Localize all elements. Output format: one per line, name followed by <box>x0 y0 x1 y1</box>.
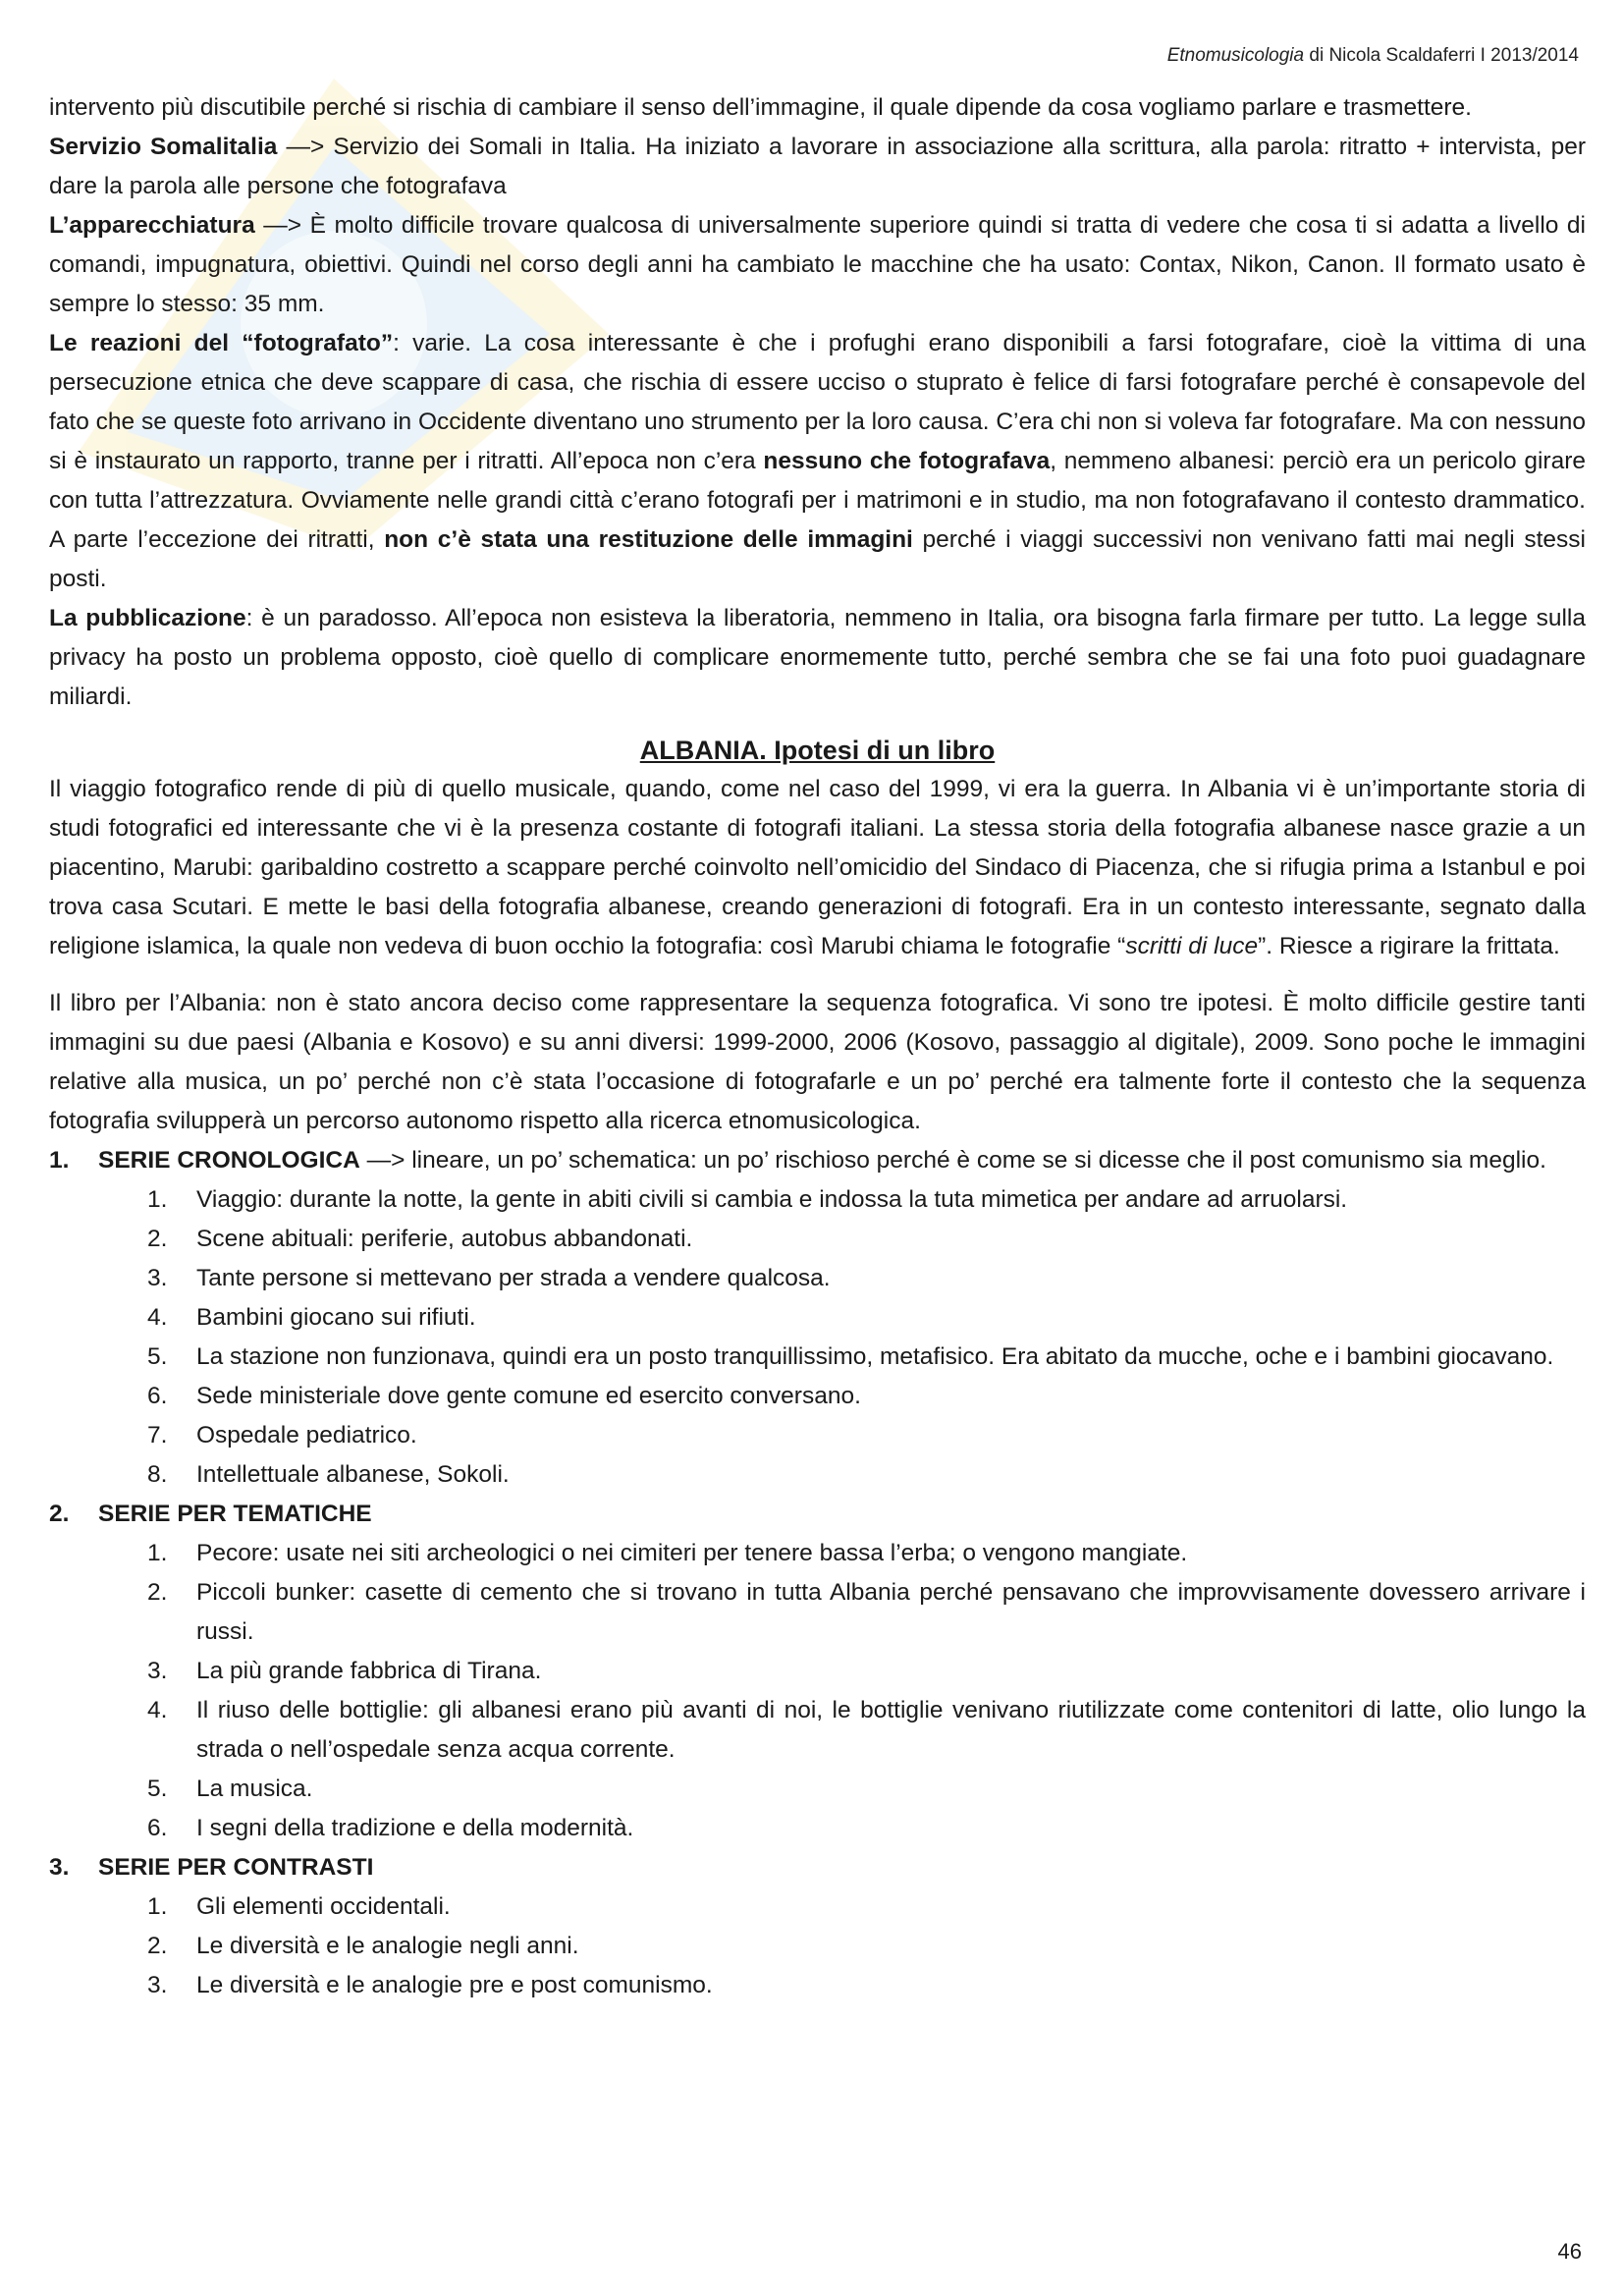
list-item-text: Le diversità e le analogie negli anni. <box>196 1933 579 1959</box>
series-sublist <box>98 1534 1586 1848</box>
list-item-text: Le diversità e le analogie pre e post comunismo. <box>196 1972 713 1998</box>
series-heading <box>98 1495 1586 1534</box>
pubblicazione-term: La pubblicazione <box>49 605 246 631</box>
series-item <box>49 1848 1586 2005</box>
section-title: ALBANIA. Ipotesi di un libro <box>639 736 996 765</box>
list-item-number: 3. <box>147 1972 168 1998</box>
list-item-text: Tante persone si mettevano per strada a vendere qualcosa. <box>196 1265 831 1291</box>
series-sublist <box>98 1887 1586 2005</box>
list-item-number: 7. <box>147 1422 168 1449</box>
list-item <box>98 1220 1586 1259</box>
list-item <box>98 1416 1586 1455</box>
list-item-text: Bambini giocano sui rifiuti. <box>196 1304 476 1331</box>
list-item-number: 3. <box>147 1265 168 1291</box>
list-item-text: Ospedale pediatrico. <box>196 1422 417 1449</box>
albania-paragraph-1: Il viaggio fotografico rende di più di quello musicale, quando, come nel caso del 1999, vi era la guerra. In Albania vi è un’importante storia di studi fotografici ed interessante che vi è la presenza costante di fotografi italiani. La stessa storia della fotografia albanese nasce grazie a un piacentino, Marubi: garibaldino costretto a scappare perché coinvolto nell’omicidio del Sindaco di Piacenza, che si rifugia prima a Istanbul e poi trova casa Scutari. E mette le basi della fotografia albanese, creando generazioni di fotografi. Era in un contesto interessante, segnato dalla religione islamica, la quale non vedeva di buon occhio la fotografia: così Marubi chiama le fotografie “scritti di luce”. Riesce a rigirare la frittata. <box>49 776 1586 959</box>
list-item <box>98 1809 1586 1848</box>
author-and-year: di Nicola Scaldaferri I 2013/2014 <box>1304 45 1579 66</box>
series-title: SERIE PER CONTRASTI <box>98 1854 374 1881</box>
list-item <box>98 1927 1586 1966</box>
series-number: 1. <box>49 1147 70 1174</box>
list-item-text: Scene abituali: periferie, autobus abbandonati. <box>196 1226 693 1252</box>
list-item-number: 2. <box>147 1226 168 1252</box>
series-heading <box>98 1141 1586 1180</box>
series-number: 2. <box>49 1501 70 1527</box>
albania-paragraph-2: Il libro per l’Albania: non è stato ancora deciso come rappresentare la sequenza fotografica. Vi sono tre ipotesi. È molto difficile gestire tanti immagini su due paesi (Albania e Kosovo) e su anni diversi: 1999-2000, 2006 (Kosovo, passaggio al digitale), 2009. Sono poche le immagini relative alla musica, un po’ perché non c’è stata l’occasione di fotografarle e un po’ perché era talmente forte il contesto che la sequenza fotografia svilupperà un percorso autonomo rispetto alla ricerca etnomusicologica. <box>49 990 1586 1134</box>
list-item <box>98 1259 1586 1298</box>
list-item-number: 1. <box>147 1540 168 1566</box>
somalitalia-term: Servizio Somalitalia <box>49 134 278 160</box>
series-sublist <box>98 1180 1586 1495</box>
reazioni-term: Le reazioni del “fotografato” <box>49 330 394 356</box>
list-item <box>98 1652 1586 1691</box>
list-item-number: 5. <box>147 1776 168 1802</box>
list-item <box>98 1180 1586 1220</box>
intro-paragraph: intervento più discutibile perché si rischia di cambiare il senso dell’immagine, il quale dipende da cosa vogliamo parlare e trasmettere. <box>49 94 1472 121</box>
list-item-number: 3. <box>147 1658 168 1684</box>
list-item-text: Intellettuale albanese, Sokoli. <box>196 1461 510 1488</box>
list-item <box>98 1770 1586 1809</box>
pubblicazione-paragraph: La pubblicazione: è un paradosso. All’epoca non esisteva la liberatoria, nemmeno in Italia, ora bisogna farla firmare per tutto. La legge sulla privacy ha posto un problema opposto, cioè quello di complicare enormemente tutto, perché sembra che se fai una foto puoi guadagnare miliardi. <box>49 605 1586 710</box>
list-item <box>98 1377 1586 1416</box>
list-item <box>98 1455 1586 1495</box>
series-description: —> lineare, un po’ schematica: un po’ rischioso perché è come se si dicesse che il post comunismo sia meglio. <box>359 1147 1546 1174</box>
series-heading <box>98 1848 1586 1887</box>
list-item-text: I segni della tradizione e della modernità. <box>196 1815 634 1841</box>
list-item <box>98 1691 1586 1770</box>
list-item-number: 8. <box>147 1461 168 1488</box>
page-number: 46 <box>1557 2239 1582 2264</box>
page-content <box>49 88 1586 2005</box>
series-number: 3. <box>49 1854 70 1881</box>
reazioni-paragraph: Le reazioni del “fotografato”: varie. La cosa interessante è che i profughi erano disponibili a farsi fotografare, cioè la vittima di una persecuzione etnica che deve scappare di casa, che rischia di essere ucciso o stuprato è felice di farsi fotografare perché è consapevole del fato che se queste foto arrivano in Occidente diventano uno strumento per la loro causa. C’era chi non si voleva far fotografare. Ma con nessuno si è instaurato un rapporto, tranne per i ritratti. All’epoca non c’era nessuno che fotografava, nemmeno albanesi: perciò era un pericolo girare con tutta l’attrezzatura. Ovviamente nelle grandi città c’erano fotografi per i matrimoni e in studio, ma non fotografavano il contesto drammatico. A parte l’eccezione dei ritratti, non c’è stata una restituzione delle immagini perché i viaggi successivi non venivano fatti mai negli stessi posti. <box>49 330 1586 592</box>
list-item-text: Pecore: usate nei siti archeologici o nei cimiteri per tenere bassa l’erba; o vengono mangiate. <box>196 1540 1188 1566</box>
list-item-number: 5. <box>147 1343 168 1370</box>
list-item-number: 1. <box>147 1893 168 1920</box>
list-item-number: 2. <box>147 1579 168 1606</box>
series-item <box>49 1495 1586 1848</box>
list-item-text: Viaggio: durante la notte, la gente in abiti civili si cambia e indossa la tuta mimetica per andare ad arruolarsi. <box>196 1186 1348 1213</box>
list-item-number: 6. <box>147 1815 168 1841</box>
course-title: Etnomusicologia <box>1166 45 1305 66</box>
list-item <box>98 1573 1586 1652</box>
list-item-text: La musica. <box>196 1776 313 1802</box>
list-item-number: 6. <box>147 1383 168 1409</box>
list-item-text: Gli elementi occidentali. <box>196 1893 451 1920</box>
list-item-text: Piccoli bunker: casette di cemento che si trovano in tutta Albania perché pensavano che improvvisamente dovessero arrivare i russi. <box>196 1579 1586 1645</box>
list-item <box>98 1966 1586 2005</box>
list-item-text: La più grande fabbrica di Tirana. <box>196 1658 542 1684</box>
series-title: SERIE CRONOLOGICA <box>98 1147 360 1174</box>
list-item <box>98 1887 1586 1927</box>
somalitalia-paragraph: Servizio Somalitalia —> Servizio dei Somali in Italia. Ha iniziato a lavorare in associazione alla scrittura, alla parola: ritratto + intervista, per dare la parola alle persone che fotografava <box>49 134 1586 199</box>
apparecchiatura-paragraph: L’apparecchiatura —> È molto difficile trovare qualcosa di universalmente superiore quindi si tratta di vedere che cosa ti si adatta a livello di comandi, impugnatura, obiettivi. Quindi nel corso degli anni ha cambiato le macchine che ha usato: Contax, Nikon, Canon. Il formato usato è sempre lo stesso: 35 mm. <box>49 212 1586 317</box>
list-item <box>98 1534 1586 1573</box>
running-header <box>1167 45 1579 67</box>
list-item-text: La stazione non funzionava, quindi era un posto tranquillissimo, metafisico. Era abitato da mucche, oche e i bambini giocavano. <box>196 1343 1554 1370</box>
list-item-number: 2. <box>147 1933 168 1959</box>
list-item-text: Sede ministeriale dove gente comune ed esercito conversano. <box>196 1383 861 1409</box>
list-item-number: 4. <box>147 1697 168 1723</box>
list-item-number: 1. <box>147 1186 168 1213</box>
list-item <box>98 1298 1586 1338</box>
list-item-text: Il riuso delle bottiglie: gli albanesi erano più avanti di noi, le bottiglie venivano riutilizzate come contenitori di latte, olio lungo la strada o nell’ospedale senza acqua corrente. <box>196 1697 1586 1763</box>
list-item-number: 4. <box>147 1304 168 1331</box>
series-item <box>49 1141 1586 1495</box>
list-item <box>98 1338 1586 1377</box>
apparecchiatura-term: L’apparecchiatura <box>49 212 255 239</box>
series-list <box>49 1141 1586 2005</box>
series-title: SERIE PER TEMATICHE <box>98 1501 372 1527</box>
